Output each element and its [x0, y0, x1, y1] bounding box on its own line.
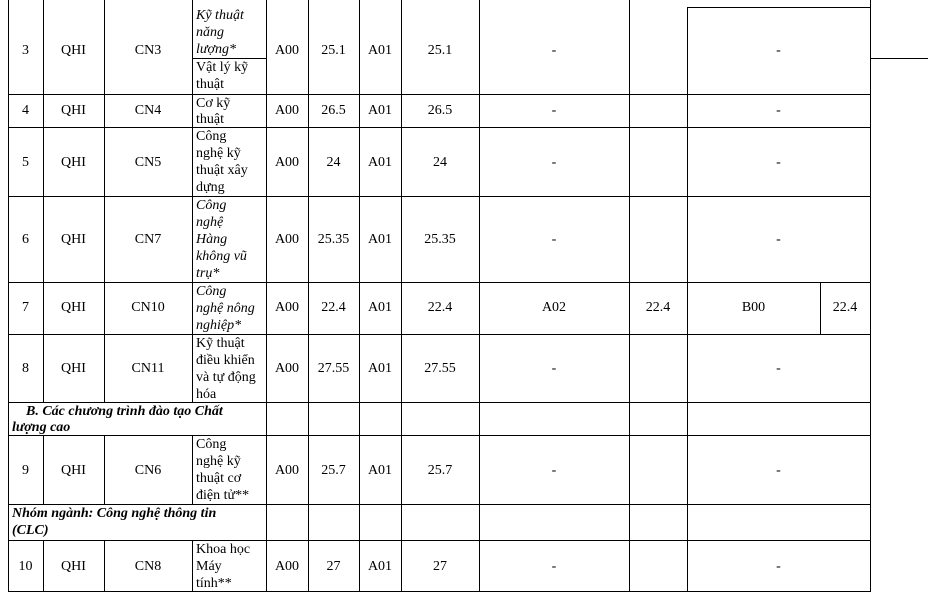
rule	[308, 0, 309, 592]
score-1: 22.4	[321, 300, 346, 315]
major-name-line: dựng	[196, 180, 225, 195]
major-name-line: trụ*	[196, 266, 220, 281]
rule	[8, 282, 870, 283]
combo-3: -	[551, 463, 557, 478]
section-heading: B. Các chương trình đào tạo Chất	[26, 404, 223, 419]
combo-3: -	[551, 361, 557, 376]
row-index: 8	[22, 361, 29, 376]
major-code: CN7	[134, 232, 162, 247]
major-name-line: thuật cơ	[196, 471, 242, 486]
major-name-line: nghệ kỹ	[196, 146, 241, 161]
major-code: CN4	[134, 103, 162, 118]
rule	[266, 0, 267, 592]
score-2: 25.1	[427, 43, 453, 58]
combo-4: -	[776, 361, 781, 376]
rule	[687, 7, 870, 8]
row-index: 7	[22, 300, 29, 315]
rule	[8, 435, 870, 436]
major-name-line: điện tử**	[196, 488, 250, 503]
rule	[8, 127, 870, 128]
rule	[8, 94, 870, 95]
rule	[359, 0, 360, 592]
score-2: 25.7	[427, 463, 453, 478]
major-code: CN11	[131, 361, 165, 376]
major-name-line: hóa	[196, 387, 217, 402]
rule	[8, 196, 870, 197]
rule	[8, 334, 870, 335]
combo-4: -	[776, 103, 781, 118]
major-name-line: thuật xây	[196, 163, 248, 178]
major-name-line: thuật	[196, 77, 224, 92]
major-name-line: Công	[196, 437, 227, 452]
major-name-line: không vũ	[196, 249, 247, 264]
major-name-line: và tự động	[196, 370, 256, 385]
major-code: CN6	[134, 463, 162, 478]
major-name-line: Máy	[196, 559, 222, 574]
row-index: 4	[22, 103, 29, 118]
major-name-line: tính**	[196, 576, 232, 591]
score-1: 26.5	[321, 103, 346, 118]
group-heading: (CLC)	[12, 523, 49, 538]
combo-3: -	[551, 232, 557, 247]
score-1: 24	[326, 155, 341, 170]
score-1: 25.7	[321, 463, 346, 478]
school-code: QHI	[61, 43, 86, 58]
major-name-line: điều khiển	[196, 353, 255, 368]
major-name-line: Công	[196, 198, 227, 213]
major-name-line: Kỹ thuật	[196, 336, 245, 351]
combo-2: A01	[367, 103, 393, 118]
combo-4: -	[776, 463, 781, 478]
combo-2: A01	[367, 300, 393, 315]
rule	[192, 540, 193, 592]
combo-3: -	[551, 43, 557, 58]
group-heading: Nhóm ngành: Công nghệ thông tin	[12, 506, 217, 521]
rule	[870, 58, 928, 59]
score-2: 22.4	[427, 300, 453, 315]
school-code: QHI	[61, 155, 86, 170]
school-code: QHI	[61, 463, 86, 478]
major-name-line: nghiệp*	[196, 318, 242, 333]
school-code: QHI	[61, 232, 86, 247]
combo-1: A00	[274, 559, 300, 574]
score-2: 25.35	[424, 232, 456, 247]
combo-3: A02	[541, 300, 567, 315]
combo-2: A01	[367, 463, 393, 478]
row-index: 3	[22, 43, 29, 58]
score-2: 24	[433, 155, 447, 170]
major-name-line: thuật	[196, 112, 224, 127]
major-code: CN3	[134, 43, 162, 58]
score-1: 27	[326, 559, 341, 574]
major-code: CN5	[134, 155, 162, 170]
score-4: 22.4	[832, 300, 858, 315]
rule	[43, 0, 44, 403]
combo-4: -	[776, 155, 781, 170]
school-code: QHI	[61, 300, 86, 315]
major-name-line: Khoa học	[196, 542, 251, 557]
major-name-line: Vật lý kỹ	[196, 60, 249, 75]
major-name-line: Công	[196, 129, 227, 144]
rule	[629, 0, 630, 592]
major-code: CN10	[131, 300, 165, 315]
major-name-line: Hàng	[196, 232, 228, 247]
score-3: 22.4	[645, 300, 671, 315]
row-index: 5	[22, 155, 29, 170]
combo-1: A00	[274, 43, 300, 58]
combo-1: A00	[274, 300, 300, 315]
rule	[192, 0, 193, 403]
combo-4: -	[776, 559, 781, 574]
combo-2: A01	[367, 43, 393, 58]
combo-2: A01	[367, 232, 393, 247]
school-code: QHI	[61, 361, 86, 376]
row-index: 6	[22, 232, 29, 247]
score-1: 25.1	[321, 43, 346, 58]
major-name-line: Cơ kỹ	[196, 96, 231, 111]
major-name-line: Công	[196, 284, 227, 299]
rule	[8, 0, 9, 592]
rule	[479, 0, 480, 592]
score-2: 27	[433, 559, 447, 574]
score-1: 27.55	[317, 361, 350, 376]
combo-2: A01	[367, 361, 393, 376]
major-name-line: lượng*	[196, 42, 236, 57]
school-code: QHI	[61, 103, 86, 118]
row-index: 10	[18, 559, 33, 574]
combo-1: A00	[274, 361, 300, 376]
combo-2: A01	[367, 155, 393, 170]
section-heading: lượng cao	[12, 420, 71, 435]
major-name-line: năng	[196, 25, 224, 40]
rule	[192, 435, 193, 505]
combo-1: A00	[274, 155, 300, 170]
combo-3: -	[551, 155, 557, 170]
combo-3: -	[551, 559, 557, 574]
major-name-line: Kỹ thuật	[196, 8, 244, 23]
combo-1: A00	[274, 103, 300, 118]
school-code: QHI	[61, 559, 86, 574]
combo-4: -	[776, 232, 781, 247]
major-code: CN8	[134, 559, 162, 574]
rule	[8, 540, 870, 541]
major-name-line: nghệ	[196, 215, 224, 230]
combo-4: B00	[741, 300, 766, 315]
score-2: 27.55	[424, 361, 456, 376]
rule	[401, 0, 402, 592]
major-name-line: nghệ nông	[196, 301, 255, 316]
combo-3: -	[551, 103, 557, 118]
score-1: 25.35	[317, 232, 350, 247]
rule	[870, 0, 871, 592]
rule	[8, 591, 870, 592]
major-name-line: nghệ kỹ	[196, 454, 241, 469]
combo-2: A01	[367, 559, 393, 574]
combo-1: A00	[274, 463, 300, 478]
combo-4: -	[776, 43, 781, 58]
row-index: 9	[22, 463, 29, 478]
combo-1: A00	[274, 232, 300, 247]
score-2: 26.5	[427, 103, 453, 118]
rule	[104, 0, 105, 403]
